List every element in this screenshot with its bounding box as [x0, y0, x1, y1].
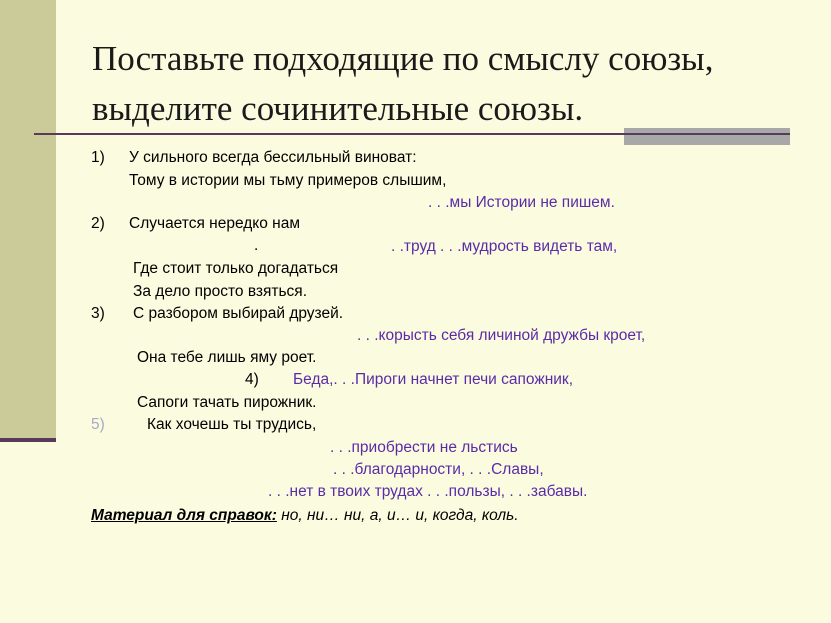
- poem-line-gap: . .труд . . .мудрость видеть там,: [391, 238, 618, 255]
- poem-line-gap: Беда,. . .Пироги начнет печи сапожник,: [293, 371, 574, 388]
- poem-line-gap: . . .мы Истории не пишем.: [428, 194, 615, 211]
- poem-line: Сапоги тачать пирожник.: [137, 394, 317, 411]
- divider-accent-bar: [624, 128, 790, 145]
- poem-line-gap: . . .нет в твоих трудах . . .пользы, . . .забавы.: [268, 483, 588, 500]
- slide-title: [92, 34, 812, 134]
- poem-line: За дело просто взяться.: [133, 283, 308, 300]
- reference-words: но, ни… ни, а, и… и, когда, коль.: [276, 507, 519, 524]
- reference-material: [91, 506, 519, 526]
- item-number-1: 1): [91, 149, 105, 166]
- sidebar-bottom-edge: [0, 438, 56, 442]
- poem-line: Где стоит только догадаться: [133, 260, 339, 277]
- item-number-3: 3): [91, 305, 105, 322]
- poem-line-gap: . . .корысть себя личиной дружбы кроет,: [357, 327, 646, 344]
- poem-line: Тому в истории мы тьму примеров слышим,: [129, 172, 447, 189]
- reference-label: Материал для справок:: [91, 507, 277, 524]
- poem-line: С разбором выбирай друзей.: [133, 305, 344, 322]
- slide-title-line-2: выделите сочинительные союзы.: [92, 89, 584, 128]
- poem-line-gap: . . .благодарности, . . .Славы,: [333, 461, 544, 478]
- item-number-5: 5): [91, 416, 105, 433]
- poem-line: Она тебе лишь яму роет.: [137, 349, 317, 366]
- poem-line-gap: . . .приобрести не льстись: [330, 439, 518, 456]
- item-number-2: 2): [91, 215, 105, 232]
- stray-dot: .: [254, 237, 259, 254]
- poem-line: У сильного всегда бессильный виноват:: [129, 149, 417, 166]
- poem-line: Как хочешь ты трудись,: [147, 416, 317, 433]
- slide-sidebar-band: [0, 0, 56, 440]
- poem-line: Случается нередко нам: [129, 215, 301, 232]
- slide-title-line-1: Поставьте подходящие по смыслу союзы,: [92, 39, 714, 78]
- item-number-4: 4): [245, 371, 259, 388]
